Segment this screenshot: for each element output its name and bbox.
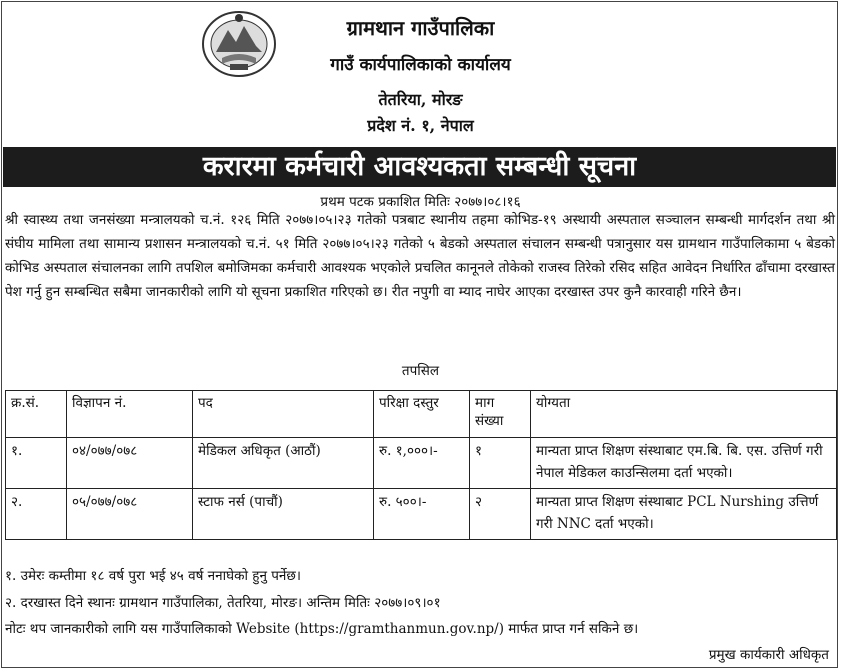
col-demand-count: माग संख्या	[470, 391, 531, 438]
note-age: १. उमेरः कम्तीमा १८ वर्ष पुरा भई ४५ वर्ष ननाघेको हुनु पर्नेछ।	[5, 568, 301, 584]
note-application-place: २. दरखास्त दिने स्थानः ग्रामथान गाउँपालिका, तेतरिया, मोरङ। अन्तिम मितिः २०७७।०९।०१	[5, 595, 441, 611]
notice-title-banner: करारमा कर्मचारी आवश्यकता सम्बन्धी सूचना	[3, 147, 836, 187]
cell-serial: १.	[6, 438, 67, 489]
cell-exam-fee: रु. ५००।-	[374, 489, 470, 540]
office-province: प्रदेश नं. १, नेपाल	[367, 116, 474, 135]
office-subtitle: गाउँ कार्यपालिकाको कार्यालय	[330, 55, 511, 75]
cell-qualification: मान्यता प्राप्त शिक्षण संस्थाबाट एम.बि. बि. एस. उत्तिर्ण गरी नेपाल मेडिकल काउन्सिलमा दर्ता भएको।	[531, 438, 837, 489]
cell-qualification: मान्यता प्राप्त शिक्षण संस्थाबाट PCL Nurshing उत्तिर्ण गरी NNC दर्ता भएको।	[531, 489, 837, 540]
office-name: ग्रामथान गाउँपालिका	[346, 16, 495, 40]
table-row	[6, 489, 837, 540]
table-row	[6, 438, 837, 489]
header	[0, 0, 841, 150]
schedule-heading: तपसिल	[401, 363, 440, 379]
cell-ad-number: ०४/०७७/०७८	[67, 438, 193, 489]
publish-date: प्रथम पटक प्रकाशित मितिः २०७७।०८।१६	[320, 194, 521, 210]
vacancy-table	[5, 390, 837, 540]
cell-serial: २.	[6, 489, 67, 540]
cell-ad-number: ०५/०७७/०७८	[67, 489, 193, 540]
col-qualification: योग्यता	[531, 391, 837, 438]
table-header-row	[6, 391, 837, 438]
cell-demand-count: २	[470, 489, 531, 540]
notice-body: श्री स्वास्थ्य तथा जनसंख्या मन्त्रालयको च.नं. १२६ मिति २०७७।०५।२३ गतेको पत्रबाट स्थानीय तहमा कोभिड-१९ अस्थायी अस्पताल सञ्चालन सम्बन्धी मार्गदर्शन तथा श्री संघीय मामिला तथा सामान्य प्रशासन मन्त्रालयको च.नं. ५१ मिति २०७७।०५।२३ गतेको ५ बेडको अस्पताल संचालन सम्बन्धी पत्रानुसार यस ग्रामथान गाउँपालिकामा ५ बेडको कोभिड अस्पताल संचालनका लागि तपशिल बमोजिमका कर्मचारी आवश्यक भएकोले प्रचलित कानूनले तोकेको राजस्व तिरेको रसिद सहित आवेदन निर्धारित ढाँचामा दरखास्त पेश गर्नु हुन सम्बन्धित सबैमा जानकारीको लागि यो सूचना प्रकाशित गरिएको छ। रीत नपुगी वा म्याद नाघेर आएका दरखास्त उपर कुनै कारवाही गरिने छैन।	[5, 212, 835, 300]
col-position: पद	[193, 391, 374, 438]
signature: प्रमुख कार्यकारी अधिकृत	[708, 647, 829, 663]
cell-exam-fee: रु. १,०००।-	[374, 438, 470, 489]
col-serial: क्र.सं.	[6, 391, 67, 438]
cell-demand-count: १	[470, 438, 531, 489]
office-location: तेतरिया, मोरङ	[378, 90, 463, 109]
cell-position: मेडिकल अधिकृत (आठौं)	[193, 438, 374, 489]
note-website: नोटः थप जानकारीको लागि यस गाउँपालिकाको Website (https://gramthanmun.gov.np/) मार्फत प्राप्त गर्न सकिने छ।	[5, 621, 639, 637]
cell-position: स्टाफ नर्स (पाचौं)	[193, 489, 374, 540]
col-exam-fee: परिक्षा दस्तुर	[374, 391, 470, 438]
col-ad-number: विज्ञापन नं.	[67, 391, 193, 438]
